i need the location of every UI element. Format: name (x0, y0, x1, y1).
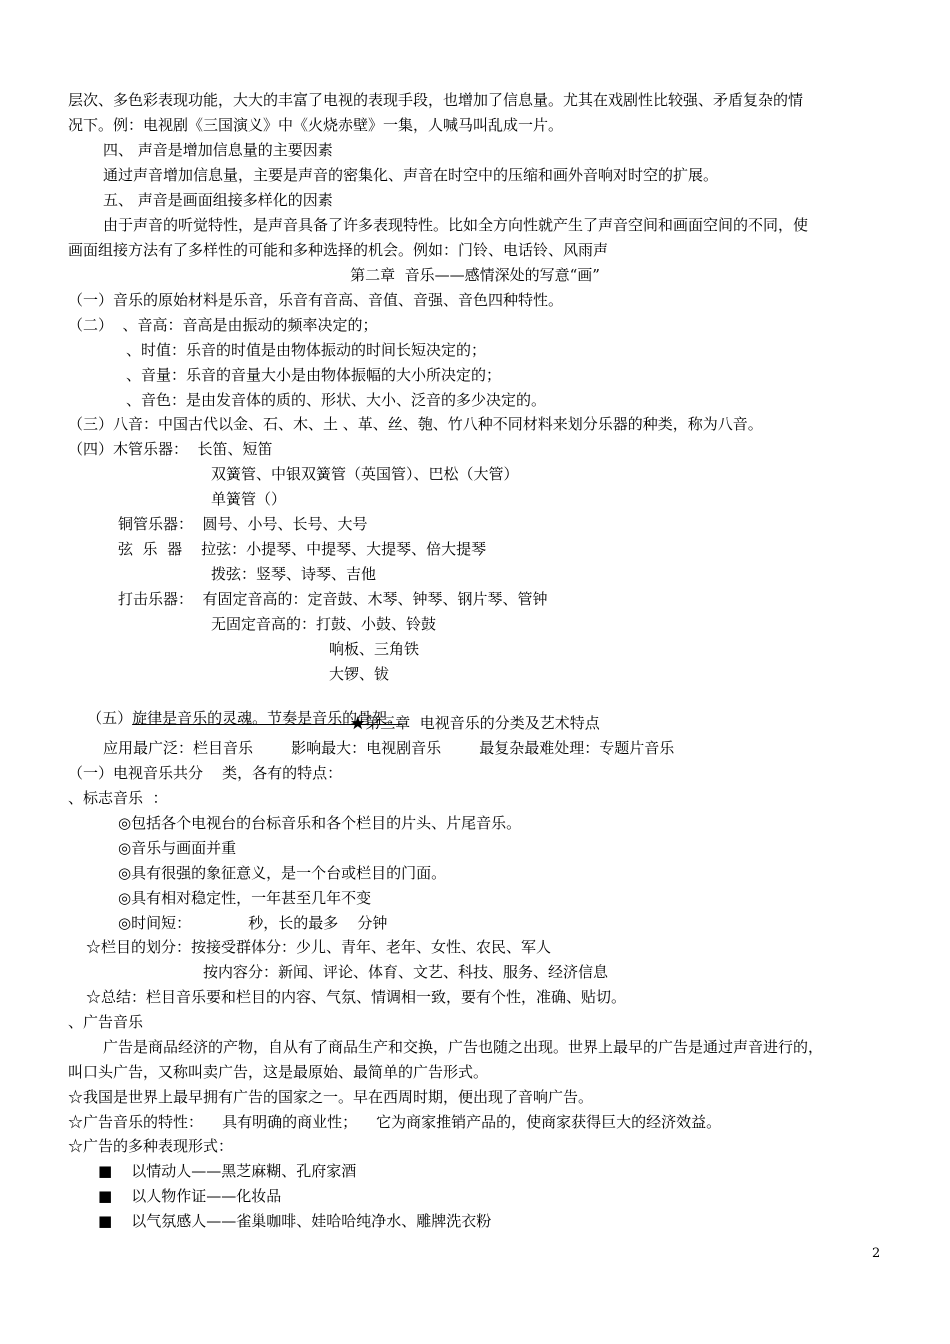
list-item: ◎具有相对稳定性，一年甚至几年不变 (118, 889, 372, 907)
text-line: 、时值：乐音的时值是由物体振动的时间长短决定的； (126, 341, 487, 359)
text-line: 况下。例：电视剧《三国演义》中《火烧赤壁》一集，人喊马叫乱成一片。 (68, 116, 564, 134)
text-line: 无固定音高的：打鼓、小鼓、铃鼓 (211, 615, 437, 633)
text-line: 、广告音乐 (68, 1013, 144, 1031)
list-item: ◎时间短： 秒，长的最多 分钟 (118, 914, 388, 932)
text-line: 层次、多色彩表现功能，大大的丰富了电视的表现手段，也增加了信息量。尤其在戏剧性比较强、矛盾复杂的情 (68, 91, 804, 109)
page-number: 2 (872, 1246, 881, 1261)
text-line: 双簧管、中银双簧管（英国管）、巴松（大管） (211, 465, 519, 483)
text-line: （四）木管乐器： 长笛、短笛 (68, 440, 273, 458)
text-line: 通过声音增加信息量，主要是声音的密集化、声音在时空中的压缩和画外音响对时空的扩展。 (103, 166, 719, 184)
text-line: 由于声音的听觉特性，是声音具备了许多表现特性。比如全方向性就产生了声音空间和画面空间的不同，使 (103, 216, 809, 234)
text-line: 广告是商品经济的产物，自从有了商品生产和交换，广告也随之出现。世界上最早的广告是通过声音进行的， (103, 1038, 824, 1056)
text-line: 应用最广泛：栏目音乐 影响最大：电视剧音乐 最复杂最难处理：专题片音乐 (103, 739, 675, 757)
list-item: ◎具有很强的象征意义，是一个台或栏目的门面。 (118, 864, 447, 882)
chapter-title: ★第三章 电视音乐的分类及艺术特点 (350, 714, 600, 732)
list-item: ■ 以情动人——黑芝麻糊、孔府家酒 (98, 1162, 357, 1180)
text-line: ☆总结：栏目音乐要和栏目的内容、气氛、情调相一致，要有个性，准确、贴切。 (86, 988, 627, 1006)
text-line: 叫口头广告，又称叫卖广告，这是最原始、最简单的广告形式。 (68, 1063, 489, 1081)
text-line: 、标志音乐 ： (68, 789, 168, 807)
underlined-text: 旋律是音乐的灵魂。节奏是音乐的骨架。 (132, 709, 403, 727)
text-line: （一）音乐的原始材料是乐音，乐音有音高、音值、音强、音色四种特性。 (68, 291, 564, 309)
text-line: 拨弦：竖琴、诗琴、吉他 (211, 565, 377, 583)
text-line: 打击乐器： 有固定音高的：定音鼓、木琴、钟琴、钢片琴、管钟 (118, 590, 548, 608)
list-item: ■ 以人物作证——化妆品 (98, 1187, 282, 1205)
text-line: ☆我国是世界上最早拥有广告的国家之一。早在西周时期，便出现了音响广告。 (68, 1088, 594, 1106)
text-line: ☆栏目的划分：按接受群体分：少儿、青年、老年、女性、农民、军人 (86, 938, 552, 956)
text-line: 铜管乐器： 圆号、小号、长号、大号 (118, 515, 368, 533)
text-line: ☆广告音乐的特性： 具有明确的商业性； 它为商家推销产品的，使商家获得巨大的经济效益。 (68, 1113, 722, 1131)
text-line: （三）八音：中国古代以金、石、木、土 、革、丝、匏、竹八种不同材料来划分乐器的种类，称为八音。 (68, 415, 763, 433)
text-line: 响板、三角铁 (329, 640, 420, 658)
chapter-title: 第二章 音乐——感情深处的写意“画” (350, 266, 600, 284)
text-line: 、音色：是由发音体的质的、形状、大小、泛音的多少决定的。 (126, 391, 547, 409)
text-line: 按内容分：新闻、评论、体育、文艺、科技、服务、经济信息 (203, 963, 609, 981)
text-line: 、音量：乐音的音量大小是由物体振幅的大小所决定的； (126, 366, 502, 384)
text-line (68, 688, 403, 727)
text-line: ☆广告的多种表现形式： (68, 1137, 234, 1155)
text-line: （一）电视音乐共分 类，各有的特点： (68, 764, 343, 782)
text-line: 大锣、钹 (329, 665, 390, 683)
list-item: ◎音乐与画面并重 (118, 839, 237, 857)
text-line: 单簧管（） (211, 490, 287, 508)
list-item: ◎包括各个电视台的台标音乐和各个栏目的片头、片尾音乐。 (118, 814, 522, 832)
list-item: ■ 以气氛感人——雀巢咖啡、娃哈哈纯净水、雕牌洗衣粉 (98, 1212, 492, 1230)
section-heading: 四、 声音是增加信息量的主要因素 (103, 141, 333, 159)
list-marker: （五） (87, 709, 133, 727)
text-line: 画面组接方法有了多样性的可能和多种选择的机会。例如：门铃、电话铃、风雨声 (68, 241, 609, 259)
text-line: 弦 乐 器 拉弦：小提琴、中提琴、大提琴、倍大提琴 (118, 540, 487, 558)
section-heading: 五、 声音是画面组接多样化的因素 (103, 191, 333, 209)
text-line: （二） 、音高：音高是由振动的频率决定的； (68, 316, 378, 334)
